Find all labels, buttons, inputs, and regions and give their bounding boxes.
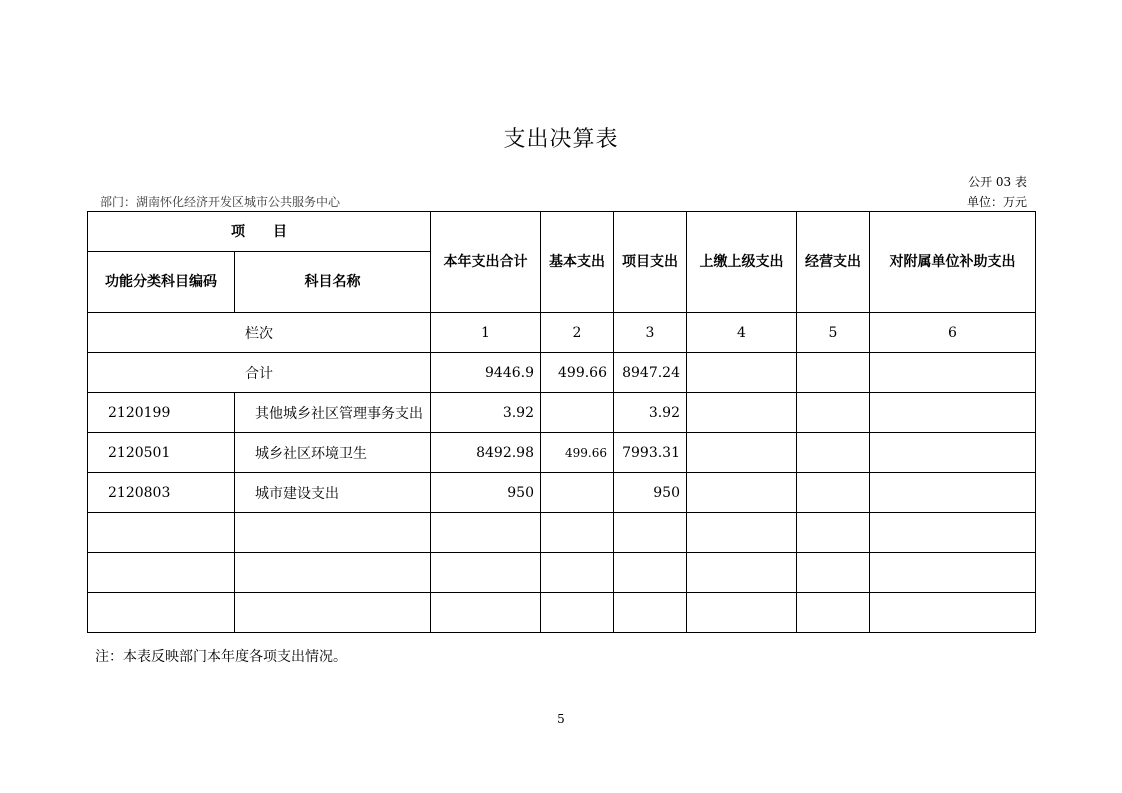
row-remit — [687, 393, 797, 433]
unit-label: 单位：万元 — [966, 195, 1027, 209]
header-operating: 经营支出 — [797, 212, 870, 313]
empty-cell — [687, 553, 797, 593]
empty-row — [88, 593, 1036, 633]
row-subsidy — [870, 393, 1036, 433]
row-project: 7993.31 — [614, 433, 687, 473]
empty-cell — [614, 513, 687, 553]
total-label: 合计 — [88, 353, 431, 393]
empty-cell — [235, 553, 431, 593]
column-index-row — [88, 313, 1036, 353]
subject-name: 城市建设支出 — [235, 473, 431, 513]
empty-cell — [870, 593, 1036, 633]
header-remit: 上缴上级支出 — [687, 212, 797, 313]
column-index: 4 — [687, 313, 797, 353]
empty-cell — [687, 593, 797, 633]
department-label: 部门：湖南怀化经济开发区城市公共服务中心 — [100, 195, 341, 209]
empty-cell — [235, 593, 431, 633]
empty-cell — [614, 593, 687, 633]
empty-cell — [870, 553, 1036, 593]
empty-cell — [797, 553, 870, 593]
total-project: 8947.24 — [614, 353, 687, 393]
empty-cell — [797, 593, 870, 633]
row-total: 3.92 — [431, 393, 541, 433]
row-operating — [797, 393, 870, 433]
row-total: 8492.98 — [431, 433, 541, 473]
empty-cell — [235, 513, 431, 553]
empty-cell — [88, 593, 235, 633]
column-index: 3 — [614, 313, 687, 353]
subject-code: 2120199 — [88, 393, 235, 433]
column-index-label: 栏次 — [88, 313, 431, 353]
total-amount: 9446.9 — [431, 353, 541, 393]
column-index: 2 — [541, 313, 614, 353]
total-row — [88, 353, 1036, 393]
column-index: 1 — [431, 313, 541, 353]
row-operating — [797, 433, 870, 473]
row-basic — [541, 473, 614, 513]
table-row — [88, 393, 1036, 433]
header-item: 项 目 — [88, 212, 431, 252]
row-basic: 499.66 — [541, 433, 614, 473]
empty-cell — [870, 513, 1036, 553]
empty-cell — [431, 553, 541, 593]
row-project: 950 — [614, 473, 687, 513]
total-remit — [687, 353, 797, 393]
expenditure-table — [87, 211, 1036, 633]
total-basic: 499.66 — [541, 353, 614, 393]
empty-cell — [797, 513, 870, 553]
header-total: 本年支出合计 — [431, 212, 541, 313]
table-row — [88, 473, 1036, 513]
empty-cell — [431, 513, 541, 553]
empty-cell — [431, 593, 541, 633]
header-name: 科目名称 — [235, 252, 431, 313]
row-basic — [541, 393, 614, 433]
header-basic: 基本支出 — [541, 212, 614, 313]
empty-cell — [541, 513, 614, 553]
page-number: 5 — [557, 712, 565, 726]
empty-cell — [614, 553, 687, 593]
row-subsidy — [870, 433, 1036, 473]
row-remit — [687, 473, 797, 513]
empty-cell — [88, 513, 235, 553]
total-operating — [797, 353, 870, 393]
subject-code: 2120803 — [88, 473, 235, 513]
subject-name: 城乡社区环境卫生 — [235, 433, 431, 473]
empty-row — [88, 553, 1036, 593]
table-row — [88, 433, 1036, 473]
subject-name: 其他城乡社区管理事务支出 — [235, 393, 431, 433]
row-subsidy — [870, 473, 1036, 513]
page-title: 支出决算表 — [503, 127, 619, 152]
header-code: 功能分类科目编码 — [88, 252, 235, 313]
header-project: 项目支出 — [614, 212, 687, 313]
footnote: 注：本表反映部门本年度各项支出情况。 — [95, 649, 347, 665]
column-index: 5 — [797, 313, 870, 353]
row-total: 950 — [431, 473, 541, 513]
header-subsidy: 对附属单位补助支出 — [870, 212, 1036, 313]
column-index: 6 — [870, 313, 1036, 353]
row-project: 3.92 — [614, 393, 687, 433]
empty-cell — [687, 513, 797, 553]
form-number: 公开 03 表 — [968, 175, 1027, 189]
total-subsidy — [870, 353, 1036, 393]
row-remit — [687, 433, 797, 473]
empty-cell — [541, 553, 614, 593]
subject-code: 2120501 — [88, 433, 235, 473]
empty-cell — [541, 593, 614, 633]
row-operating — [797, 473, 870, 513]
empty-cell — [88, 553, 235, 593]
empty-row — [88, 513, 1036, 553]
